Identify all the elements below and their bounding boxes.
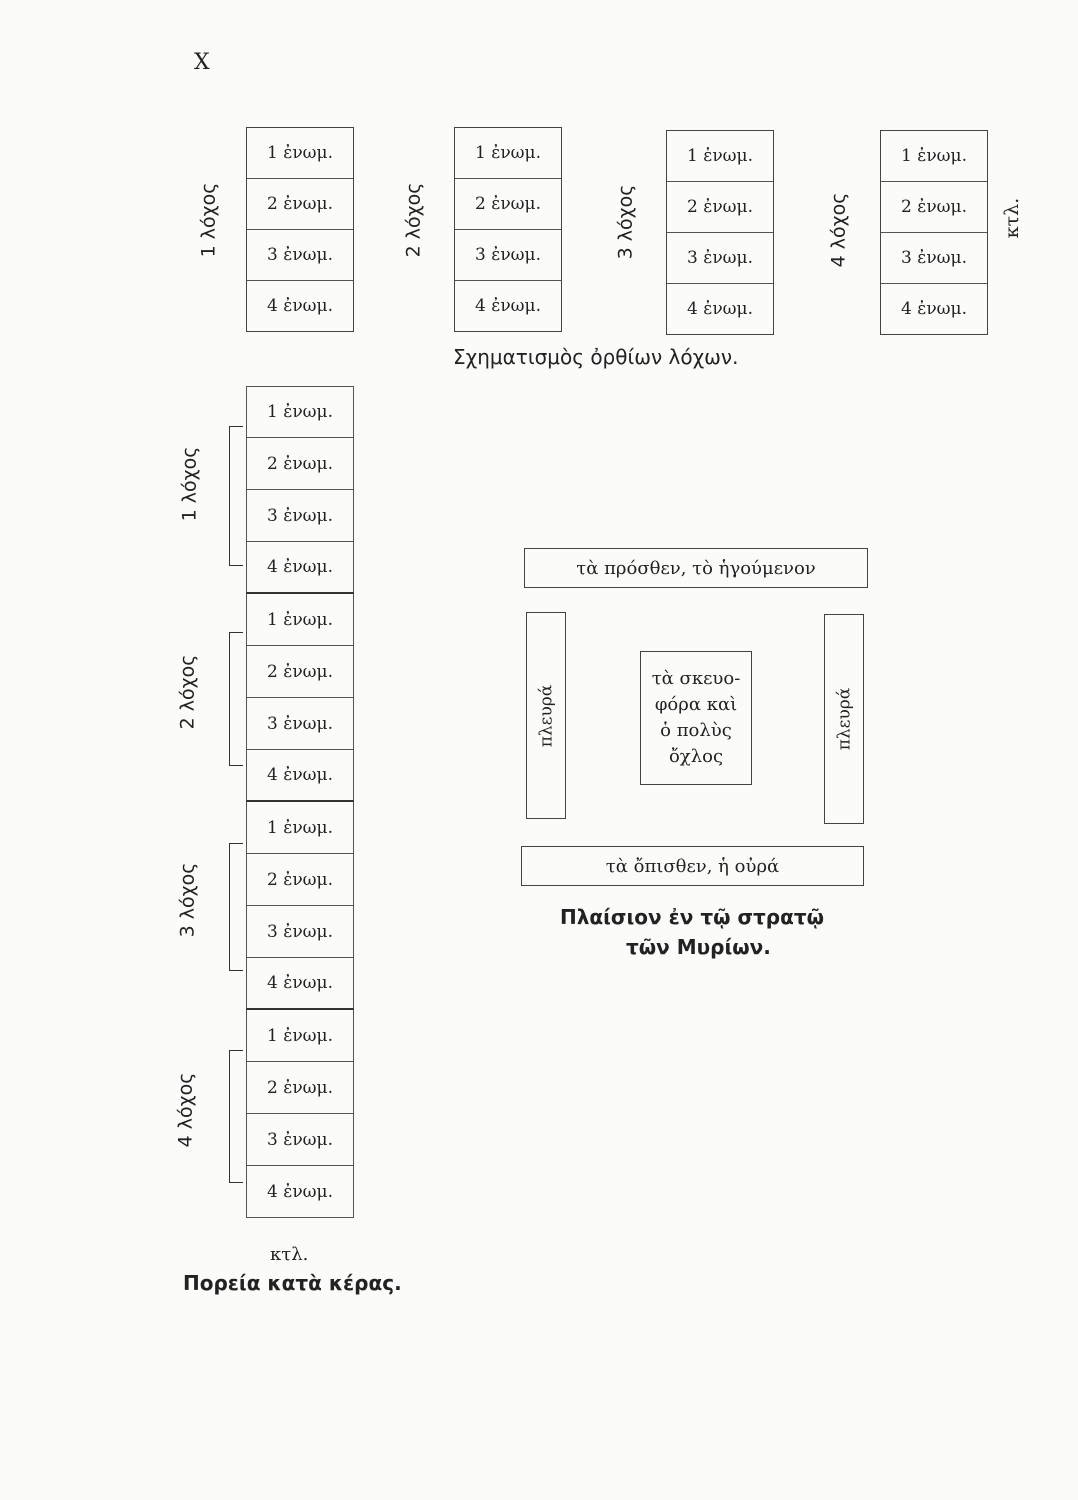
enomotia-cell: 4 ἐνωμ. xyxy=(687,299,753,319)
enomotia-cell: 3 ἐνωμ. xyxy=(667,233,773,284)
orthioi-caption: Σχηματισμὸς ὀρθίων λόχων. xyxy=(453,345,739,369)
etc-label: κτλ. xyxy=(1001,197,1024,239)
center-line: φόρα καὶ xyxy=(654,694,738,715)
left-side-box xyxy=(526,612,566,819)
enomotia-cell: 3 ἐνωμ. xyxy=(247,230,353,281)
enomotia-cell: 2 ἐνωμ. xyxy=(881,182,987,233)
enomotia-cell: 4 ἐνωμ. xyxy=(246,1166,354,1218)
enomotia-cell: 2 ἐνωμ. xyxy=(246,1062,354,1114)
keras-column xyxy=(246,386,354,1218)
lochos-label: 1 λόχος xyxy=(196,182,219,258)
center-line: ὁ πολὺς xyxy=(660,720,732,741)
enomotia-cell: 2 ἐνωμ. xyxy=(246,438,354,490)
enomotia-cell: 4 ἐνωμ. xyxy=(475,296,541,316)
enomotia-cell: 1 ἐνωμ. xyxy=(667,131,773,182)
enomotia-cell: 4 ἐνωμ. xyxy=(901,299,967,319)
enomotia-cell: 3 ἐνωμ. xyxy=(246,698,354,750)
enomotia-cell: 1 ἐνωμ. xyxy=(246,386,354,438)
lochos-label: 4 λόχος xyxy=(173,1072,196,1148)
lochos-brace xyxy=(229,632,244,766)
enomotia-cell: 1 ἐνωμ. xyxy=(247,128,353,179)
enomotia-cell: 4 ἐνωμ. xyxy=(246,958,354,1010)
left-side-label: πλευρά xyxy=(536,684,557,747)
enomotia-cell: 4 ἐνωμ. xyxy=(246,750,354,802)
lochos-label: 3 λόχος xyxy=(175,862,198,938)
enomotia-cell: 2 ἐνωμ. xyxy=(247,179,353,230)
center-line: ὄχλος xyxy=(668,746,724,767)
enomotia-cell: 1 ἐνωμ. xyxy=(246,1010,354,1062)
lochos-brace xyxy=(229,426,244,566)
center-line: τὰ σκευο- xyxy=(651,668,741,689)
enomotia-cell: 3 ἐνωμ. xyxy=(246,1114,354,1166)
enomotia-cell: 4 ἐνωμ. xyxy=(246,542,354,594)
enomotia-cell: 2 ἐνωμ. xyxy=(246,646,354,698)
enomotia-cell: 3 ἐνωμ. xyxy=(455,230,561,281)
lochos-brace xyxy=(229,1050,244,1183)
lochos-label: 1 λόχος xyxy=(177,446,200,522)
lochos-column xyxy=(454,127,562,332)
lochos-brace xyxy=(229,843,244,971)
lochos-column xyxy=(666,130,774,335)
plaision-caption-line2: τῶν Μυρίων. xyxy=(626,935,771,959)
enomotia-cell: 1 ἐνωμ. xyxy=(246,594,354,646)
enomotia-cell: 2 ἐνωμ. xyxy=(667,182,773,233)
keras-caption: Πορεία κατὰ κέρας. xyxy=(183,1271,402,1295)
enomotia-cell: 3 ἐνωμ. xyxy=(246,490,354,542)
right-side-box xyxy=(824,614,864,824)
enomotia-cell: 3 ἐνωμ. xyxy=(246,906,354,958)
lochos-label: 2 λόχος xyxy=(175,654,198,730)
lochos-label: 2 λόχος xyxy=(401,182,424,258)
front-box: τὰ πρόσθεν, τὸ ἡγούμενον xyxy=(524,548,868,588)
enomotia-cell: 2 ἐνωμ. xyxy=(455,179,561,230)
page-number: X xyxy=(194,50,210,75)
enomotia-cell: 3 ἐνωμ. xyxy=(881,233,987,284)
lochos-column xyxy=(246,127,354,332)
etc-label: κτλ. xyxy=(270,1244,309,1265)
lochos-column xyxy=(880,130,988,335)
rear-box: τὰ ὄπισθεν, ἡ οὐρά xyxy=(521,846,864,886)
enomotia-cell: 1 ἐνωμ. xyxy=(881,131,987,182)
enomotia-cell: 1 ἐνωμ. xyxy=(246,802,354,854)
right-side-label: πλευρά xyxy=(834,687,855,751)
enomotia-cell: 2 ἐνωμ. xyxy=(246,854,354,906)
enomotia-cell: 1 ἐνωμ. xyxy=(455,128,561,179)
enomotia-cell: 4 ἐνωμ. xyxy=(267,296,333,316)
center-box xyxy=(640,651,752,785)
plaision-caption-line1: Πλαίσιον ἐν τῷ στρατῷ xyxy=(560,905,824,929)
lochos-label: 4 λόχος xyxy=(826,192,849,268)
lochos-label: 3 λόχος xyxy=(613,184,636,260)
